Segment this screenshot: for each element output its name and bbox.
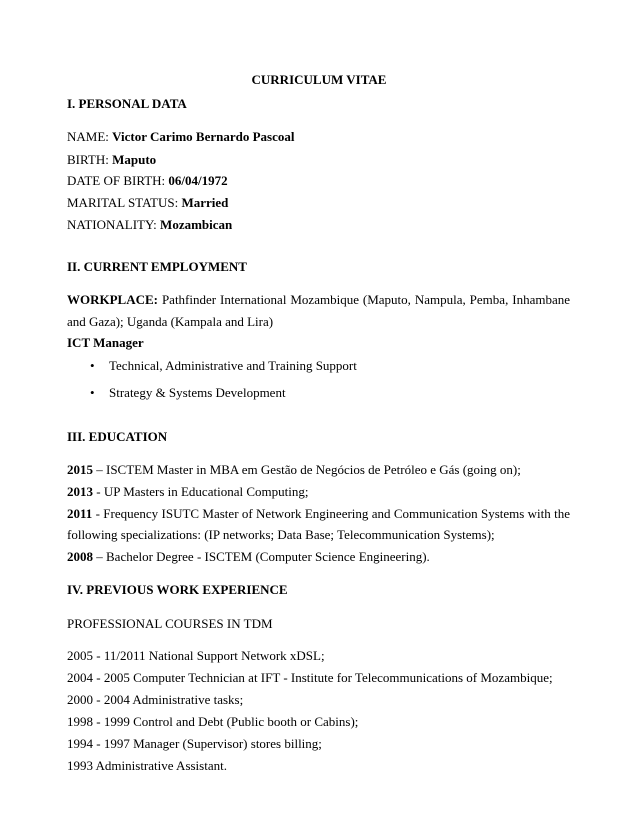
name-value: Victor Carimo Bernardo Pascoal: [112, 129, 295, 144]
personal-data-heading: I. PERSONAL DATA: [67, 96, 187, 111]
employment-heading: II. CURRENT EMPLOYMENT: [67, 259, 247, 274]
experience-item: 2005 - 11/2011 National Support Network xDSL;: [67, 648, 325, 663]
education-text: - UP Masters in Educational Computing;: [93, 484, 309, 499]
nationality-row: [67, 217, 232, 233]
dob-label: DATE OF BIRTH:: [67, 173, 169, 188]
education-item: [67, 484, 308, 500]
birth-row: [67, 152, 156, 168]
education-year: 2013: [67, 484, 93, 499]
education-item-continued: following specializations: (IP networks; Data Base; Telecommunication Systems);: [67, 527, 495, 542]
nationality-value: Mozambican: [160, 217, 233, 232]
education-text: – Bachelor Degree - ISCTEM (Computer Science Engineering).: [93, 549, 430, 564]
education-item: [67, 462, 521, 478]
experience-item: 2004 - 2005 Computer Technician at IFT - Institute for Telecommunications of Mozambique;: [67, 670, 553, 685]
workplace-text-1: Pathfinder International Mozambique (Maputo, Nampula, Pemba, Inhambane: [161, 292, 571, 307]
experience-heading: IV. PREVIOUS WORK EXPERIENCE: [67, 582, 288, 597]
role-title: ICT Manager: [67, 335, 144, 350]
education-text: - Frequency ISUTC Master of Network Engineering and Communication Systems with the: [92, 506, 570, 521]
education-heading: III. EDUCATION: [67, 429, 168, 444]
marital-label: MARITAL STATUS:: [67, 195, 182, 210]
bullet-item: [90, 385, 286, 401]
workplace-line-2: and Gaza); Uganda (Kampala and Lira): [67, 314, 274, 329]
dob-value: 06/04/1972: [168, 173, 228, 188]
education-year: 2015: [67, 462, 93, 477]
bullet-text: Strategy & Systems Development: [109, 385, 286, 400]
dob-row: [67, 173, 228, 189]
birth-label: BIRTH:: [67, 152, 113, 167]
experience-item: 1994 - 1997 Manager (Supervisor) stores billing;: [67, 736, 322, 751]
education-year: 2011: [67, 506, 93, 521]
education-item: [67, 549, 430, 565]
workplace-line-1: [67, 292, 570, 308]
name-row: [67, 129, 294, 145]
education-year: 2008: [67, 549, 93, 564]
nationality-label: NATIONALITY:: [67, 217, 161, 232]
name-label: NAME:: [67, 129, 113, 144]
document-title: CURRICULUM VITAE: [251, 72, 387, 87]
birth-value: Maputo: [112, 152, 157, 167]
experience-item: 1998 - 1999 Control and Debt (Public booth or Cabins);: [67, 714, 359, 729]
education-text: – ISCTEM Master in MBA em Gestão de Negócios de Petróleo e Gás (going on);: [93, 462, 521, 477]
bullet-icon: •: [90, 358, 95, 373]
experience-item: 1993 Administrative Assistant.: [67, 758, 227, 773]
bullet-icon: •: [90, 385, 95, 400]
workplace-label: WORKPLACE:: [67, 292, 162, 307]
bullet-text: Technical, Administrative and Training Support: [109, 358, 357, 373]
education-item: [67, 506, 570, 522]
marital-row: [67, 195, 228, 211]
bullet-item: [90, 358, 357, 374]
experience-item: 2000 - 2004 Administrative tasks;: [67, 692, 244, 707]
marital-value: Married: [181, 195, 229, 210]
experience-subheading: PROFESSIONAL COURSES IN TDM: [67, 616, 273, 631]
